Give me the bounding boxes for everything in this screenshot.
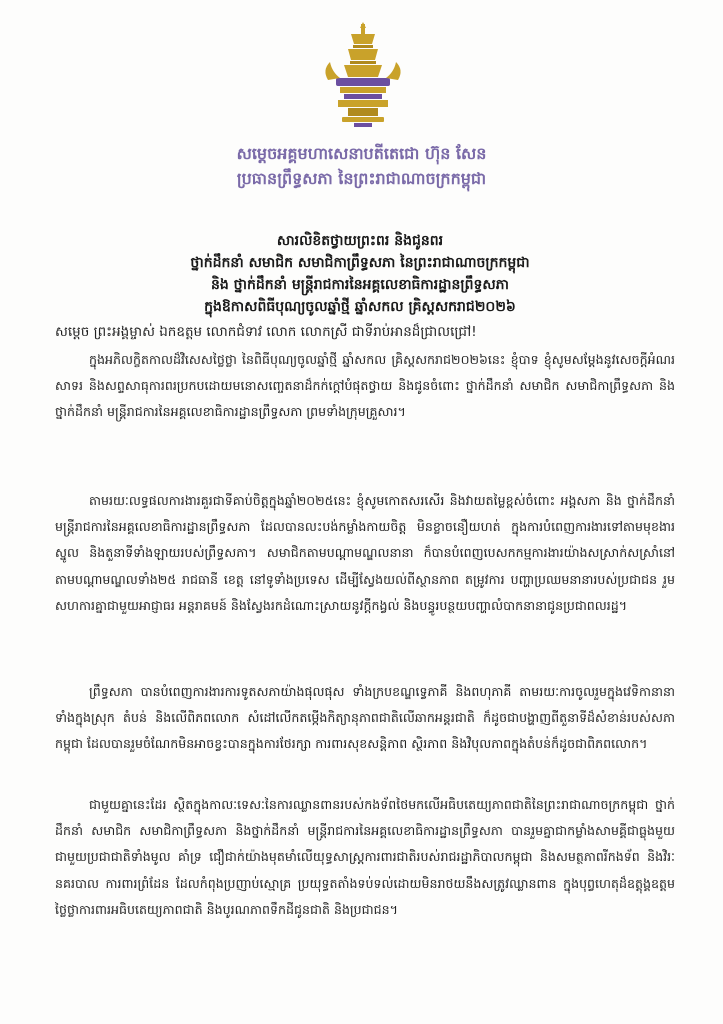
author-name: សម្តេចអគ្គមហាសេនាបតីតេជោ ហ៊ុន សែន (236, 144, 487, 163)
title-line: សារលិខិតថ្វាយព្រះពរ និងជូនពរ (276, 233, 444, 249)
body-paragraph: ក្នុងអភិលក្ខិតកាលដ៏វិសេសថ្លៃថ្លា នៃពិធីបុណ្យចូលឆ្នាំថ្មី ឆ្នាំសកល គ្រិស្តសករាជ២០២៦នេះ ខ្ញុំបាទ ខ្ញុំសូមសម្តែងនូវសេចក្តីអំណរសាទរ និងសព្ទសាធុការពរប្រកបដោយមនោសញ្ចេតនាដ៏កក់ក្តៅបំផុតថ្វាយ និងជូនចំពោះ ថ្នាក់ដឹកនាំ សមាជិក សមាជិកាព្រឹទ្ធសភា និង ថ្នាក់ដឹកនាំ មន្ត្រីរាជការនៃអគ្គលេខាធិការដ្ឋានព្រឹទ្ធសភា ព្រមទាំងក្រុមគ្រួសារ។ (55, 352, 675, 420)
title-line: ក្នុងឱកាសពិធីបុណ្យចូលឆ្នាំថ្មី ឆ្នាំសកល គ្រិស្តសករាជ២០២៦ (204, 299, 516, 315)
letter-title (60, 230, 660, 318)
title-line: ថ្នាក់ដឹកនាំ សមាជិក សមាជិកាព្រឹទ្ធសភា នៃព្រះរាជាណាចក្រកម្ពុជា (190, 255, 530, 271)
body-paragraph: ព្រឹទ្ធសភា បានបំពេញការងារការទូតសភាយ៉ាងផុលផុស ទាំងក្របខណ្ឌទ្វេភាគី និងពហុភាគី តាមរយៈការចូលរួមក្នុងវេទិកានានាទាំងក្នុងស្រុក តំបន់ និងលើពិភពលោក សំដៅលើកតម្កើងកិត្យានុភាពជាតិលើឆាកអន្តរជាតិ ក៏ដូចជាបង្ហាញពីតួនាទីដ៏សំខាន់របស់សភាកម្ពុជា ដែលបានរួមចំណែកមិនអាចខ្វះបានក្នុងការថែរក្សា ការពារសុខសន្តិភាព ស្ថិរភាព និងវិបុលភាពក្នុងតំបន់ក៏ដូចជាពិភពលោក។ (55, 684, 675, 752)
body-paragraph: ជាមួយគ្នានេះដែរ ស្ថិតក្នុងកាលៈទេសៈនៃការឈ្លានពានរបស់កងទ័ពថៃមកលើអធិបតេយ្យភាពជាតិនៃព្រះរាជាណាចក្រកម្ពុជា ថ្នាក់ដឹកនាំ សមាជិក សមាជិកាព្រឹទ្ធសភា និងថ្នាក់ដឹកនាំ មន្ត្រីរាជការនៃអគ្គលេខាធិការដ្ឋានព្រឹទ្ធសភា បានរួមគ្នាជាកម្លាំងសាមគ្គីជាធ្លុងមួយ ជាមួយប្រជាជាតិទាំងមូល គាំទ្រ ជឿជាក់យ៉ាងមុតមាំលើយុទ្ធសាស្ត្រការពារជាតិរបស់រាជរដ្ឋាភិបាលកម្ពុជា និងសមត្ថភាពរីកងទ័ព និងវិរៈនគរបាល ការពារព្រំដែន ដែលកំពុងប្រញាប់ស្មោគ្រ ប្រយុទ្ធតតាំងទប់ទល់ដោយមិនរាថយនឹងសត្រូវឈ្លានពាន ក្នុងបុព្វហេតុដ៏ឧត្តុង្គឧត្តមថ្លៃថ្លាការពារអធិបតេយ្យភាពជាតិ និងបូរណភាពទឹកដីជូនជាតិ និងប្រជាជន។ (55, 797, 675, 917)
author-title: ប្រធានព្រឹទ្ធសភា នៃព្រះរាជាណាចក្រកម្ពុជា (236, 169, 487, 188)
senate-emblem-icon (318, 22, 408, 128)
salutation: សម្តេច ព្រះអង្គម្ចាស់ ឯកឧត្តម លោកជំទាវ លោក លោកស្រី ជាទីរាប់អានដ៏ជ្រាលជ្រៅ! (55, 324, 477, 340)
body-paragraph: តាមរយៈលទ្ធផលការងារគួរជាទីគាប់ចិត្តក្នុងឆ្នាំ២០២៥នេះ ខ្ញុំសូមកោតសរសើរ និងវាយតម្លៃខ្ពស់ចំពោះ អង្គសភា និង ថ្នាក់ដឹកនាំ មន្ត្រីរាជការនៃអគ្គលេខាធិការដ្ឋានព្រឹទ្ធសភា ដែលបានលះបង់កម្លាំងកាយចិត្ត មិនខ្លាចនឿយហត់ ក្នុងការបំពេញការងារទៅតាមមុខងារស្នូល និងតួនាទីទាំងឡាយរបស់ព្រឹទ្ធសភា។ សមាជិកតាមបណ្តាមណ្ឌលនានា ក៏បានបំពេញបេសកកម្មការងារយ៉ាងសស្រាក់សស្រាំនៅតាមបណ្តាមណ្ឌលទាំង២៥ រាជធានី ខេត្ត នៅទូទាំងប្រទេស ដើម្បីស្វែងយល់ពីស្ថានភាព តម្រូវការ បញ្ហាប្រឈមនានារបស់ប្រជាជន រួមសហការគ្នាជាមួយអាជ្ញាធរ អន្តរាគមន៍ និងស្វែងរកដំណោះស្រាយនូវក្តីកង្វល់ និងបន្ធូរបន្ថយបញ្ហាលំបាកនានាជូនប្រជាពលរដ្ឋ។ (55, 493, 675, 613)
title-line: និង ថ្នាក់ដឹកនាំ មន្ត្រីរាជការនៃអគ្គលេខាធិការដ្ឋានព្រឹទ្ធសភា (210, 277, 510, 293)
